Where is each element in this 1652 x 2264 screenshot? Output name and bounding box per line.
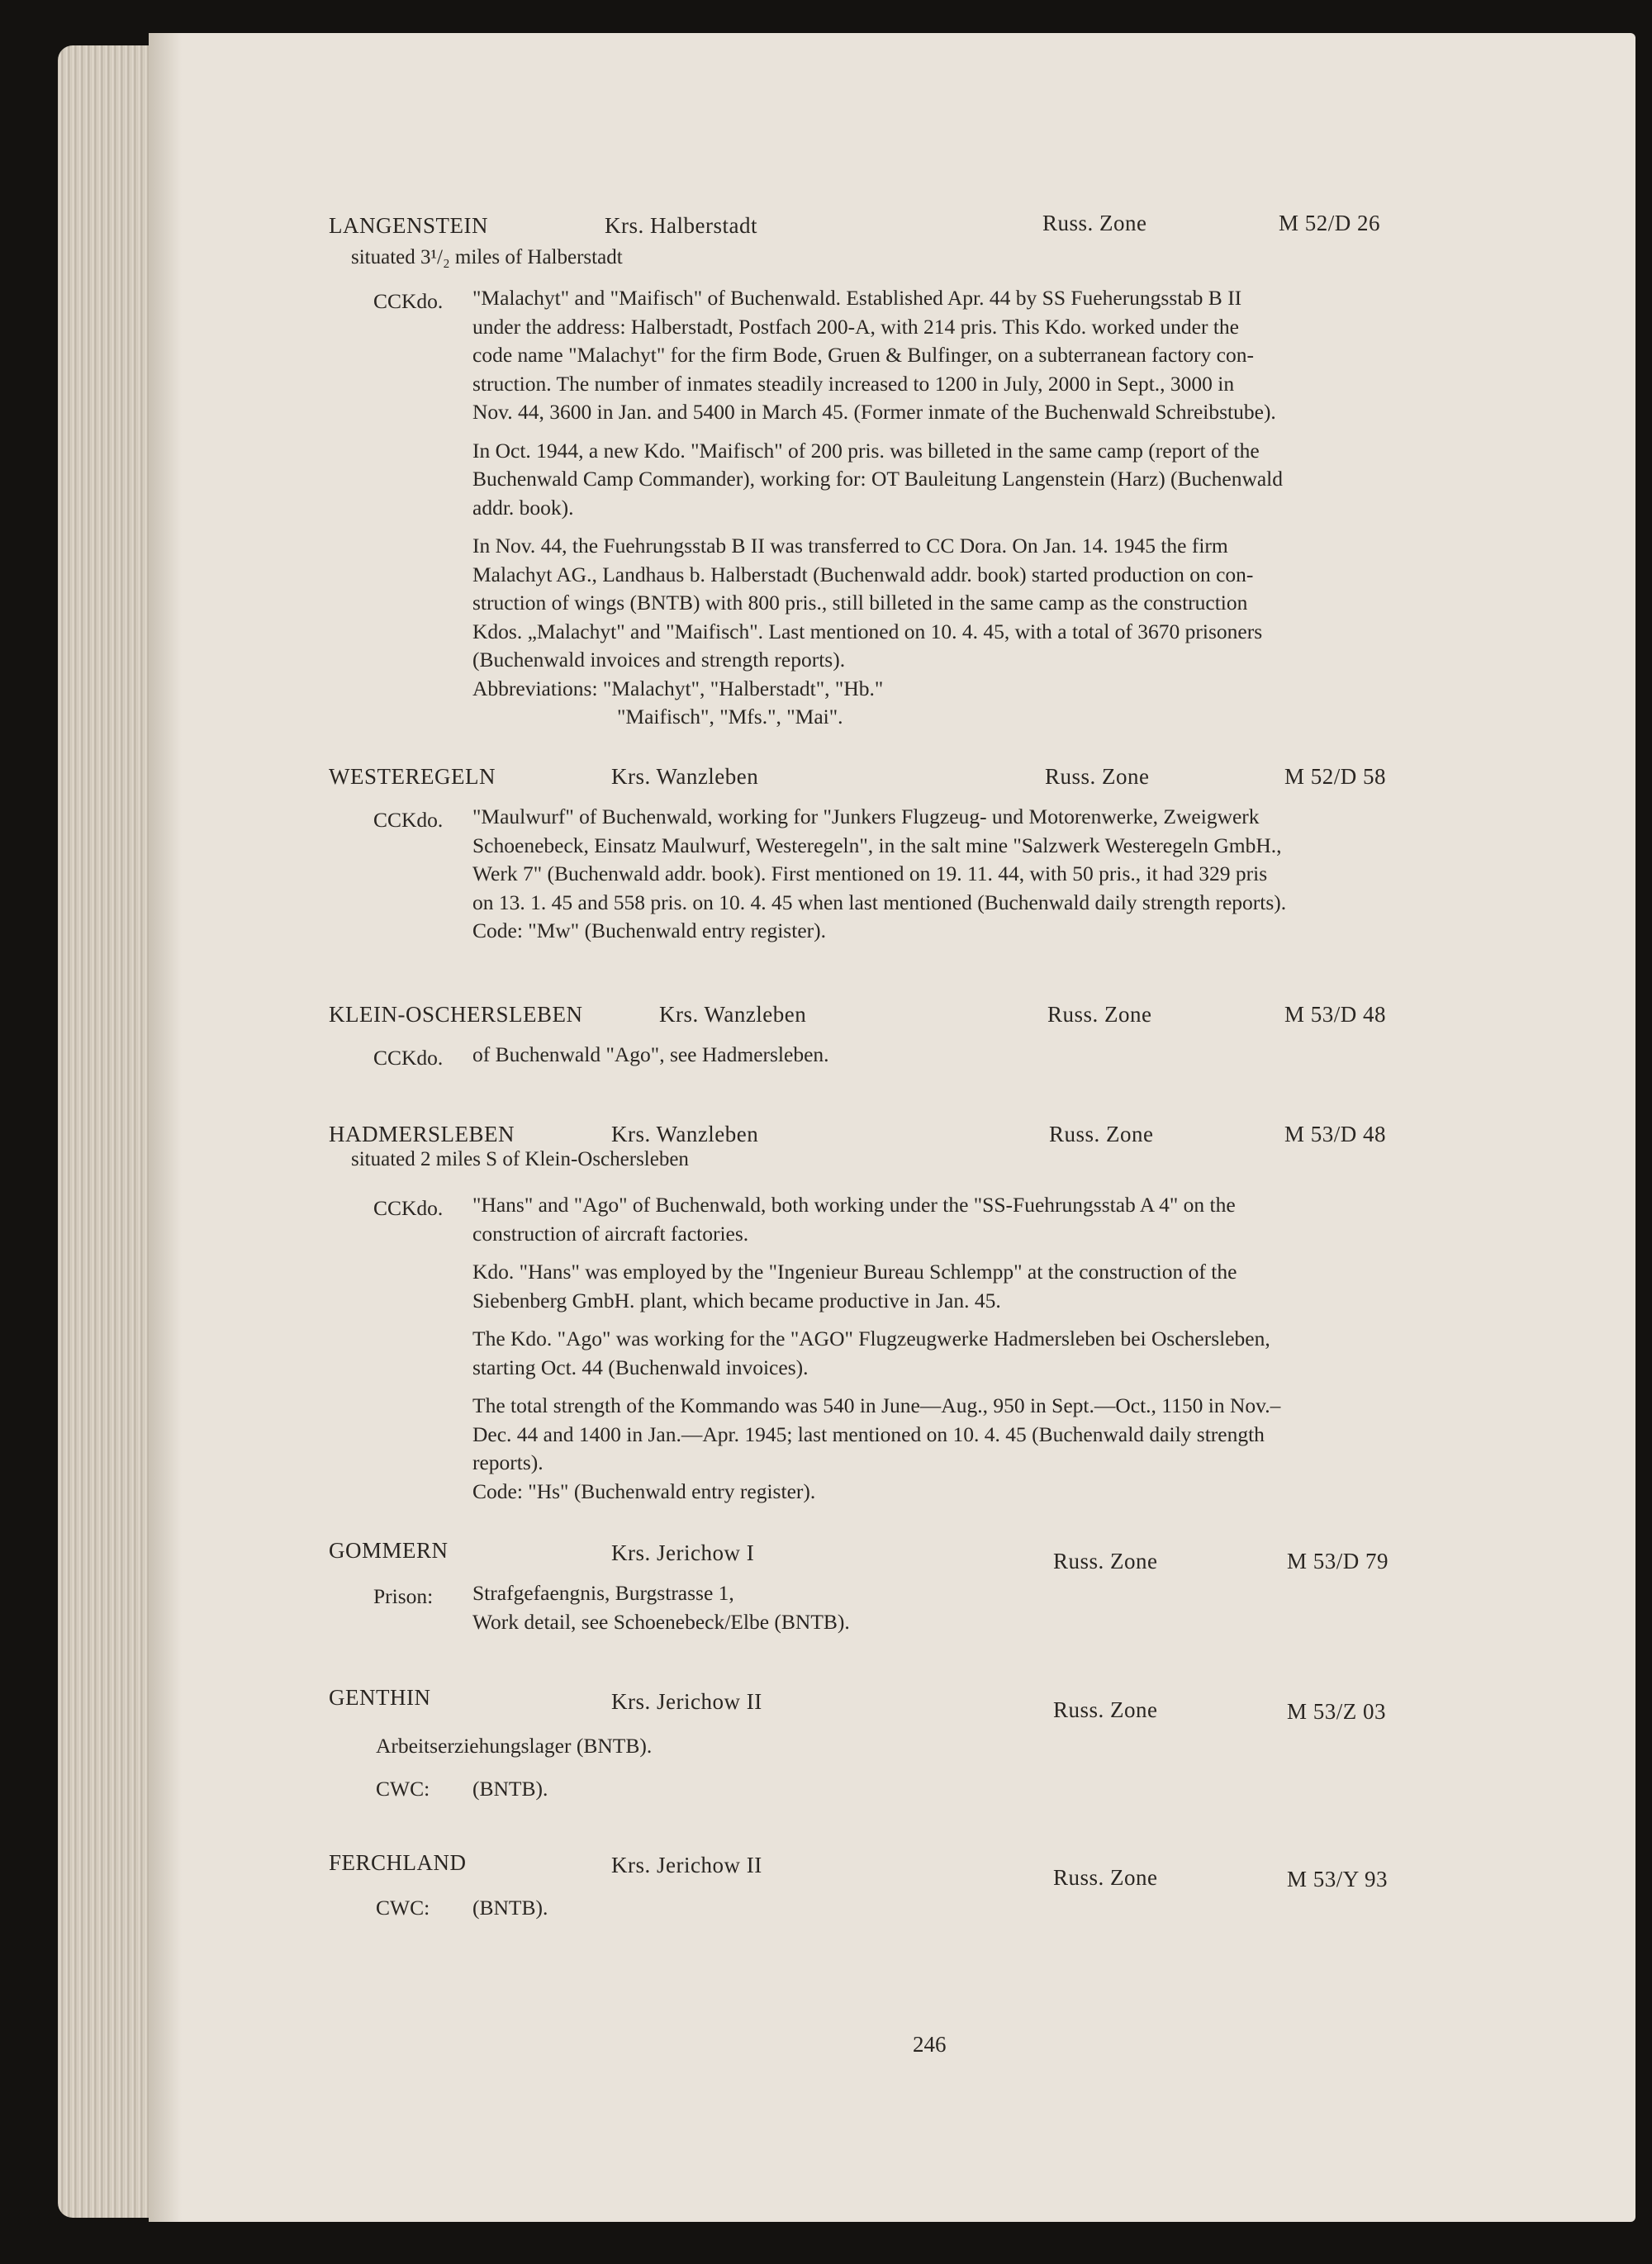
entry-name: WESTEREGELN (329, 764, 496, 789)
page-number: 246 (913, 2032, 947, 2057)
entry-label: CWC: (376, 1896, 430, 1920)
text-line: of Buchenwald "Ago", see Hadmersleben. (472, 1042, 829, 1066)
text-line: "Maifisch", "Mfs.", "Mai". (617, 705, 843, 729)
entry-zone: Russ. Zone (1053, 1549, 1158, 1573)
text-line: addr. book). (472, 495, 574, 520)
text-line: Work detail, see Schoenebeck/Elbe (BNTB). (472, 1609, 850, 1634)
text-line: Nov. 44, 3600 in Jan. and 5400 in March 45. (Former inmate of the Buchenwald Schreibstube). (472, 400, 1276, 424)
entry-map-ref: M 52/D 26 (1279, 211, 1381, 235)
entry-name: HADMERSLEBEN (329, 1122, 515, 1146)
entry-district: Krs. Jerichow I (611, 1540, 755, 1565)
text-line: (Buchenwald invoices and strength reports). (472, 648, 846, 672)
entry-map-ref: M 52/D 58 (1284, 764, 1387, 789)
entry-body: Arbeitserziehungslager (BNTB). (376, 1734, 653, 1758)
entry-district: Krs. Wanzleben (611, 1122, 759, 1146)
text-line: under the address: Halberstadt, Postfach 200-A, with 214 pris. This Kdo. worked under the (472, 314, 1239, 339)
entry-name: GOMMERN (329, 1538, 449, 1563)
text-line: Code: "Mw" (Buchenwald entry register). (472, 918, 826, 942)
entry-body: (BNTB). (472, 1896, 548, 1920)
text-line: In Nov. 44, the Fuehrungsstab B II was transferred to CC Dora. On Jan. 14. 1945 the firm (472, 534, 1228, 558)
entry-zone: Russ. Zone (1042, 211, 1147, 235)
text-line: Schoenebeck, Einsatz Maulwurf, Westeregeln", in the salt mine "Salzwerk Westeregeln GmbH., (472, 833, 1282, 857)
entry-name: FERCHLAND (329, 1850, 467, 1875)
entry-zone: Russ. Zone (1053, 1697, 1158, 1722)
entry-name: GENTHIN (329, 1685, 431, 1710)
text-line: The Kdo. "Ago" was working for the "AGO" Flugzeugwerke Hadmersleben bei Oschersleben, (472, 1327, 1270, 1350)
text-line: Abbreviations: "Malachyt", "Halberstadt", "Hb." (472, 676, 884, 700)
entry-label: CCKdo. (373, 1196, 444, 1220)
entry-label: CCKdo. (373, 808, 444, 832)
text-line: construction of aircraft factories. (472, 1221, 749, 1246)
text-line: "Maulwurf" of Buchenwald, working for "Junkers Flugzeug- und Motorenwerke, Zweigwerk (472, 805, 1260, 828)
text-line: Malachyt AG., Landhaus b. Halberstadt (Buchenwald addr. book) started production on con- (472, 562, 1254, 586)
entry-district: Krs. Wanzleben (611, 764, 759, 789)
entry-map-ref: M 53/Y 93 (1287, 1867, 1389, 1891)
text-line: reports). (472, 1450, 544, 1474)
entry-map-ref: M 53/D 48 (1284, 1002, 1387, 1027)
entry-district: Krs. Jerichow II (611, 1689, 762, 1714)
text-line: struction of wings (BNTB) with 800 pris., still billeted in the same camp as the construction (472, 591, 1248, 615)
text-line: Kdos. „Malachyt" and "Maifisch". Last mentioned on 10. 4. 45, with a total of 3670 prisoners (472, 619, 1263, 643)
entry-zone: Russ. Zone (1053, 1865, 1158, 1890)
entry-body (472, 1041, 829, 1070)
text-line: Buchenwald Camp Commander), working for: OT Bauleitung Langenstein (Harz) (Buchenwald (472, 467, 1284, 491)
entry-situated: situated 3¹/₂ miles of Halberstadt (351, 246, 623, 268)
entry-body: (BNTB). (472, 1777, 548, 1801)
text-line: Werk 7" (Buchenwald addr. book). First mentioned on 19. 11. 44, with 50 pris., it had 329 pris (472, 861, 1268, 885)
entry-body (472, 1579, 850, 1636)
entry-name: KLEIN-OSCHERSLEBEN (329, 1002, 583, 1027)
text-line: code name "Malachyt" for the firm Bode, Gruen & Bulfinger, on a subterranean factory con- (472, 343, 1254, 367)
entry-map-ref: M 53/Z 03 (1287, 1699, 1387, 1724)
text-line: Code: "Hs" (Buchenwald entry register). (472, 1478, 816, 1503)
entry-label: Prison: (373, 1584, 434, 1608)
text-line: starting Oct. 44 (Buchenwald invoices). (472, 1355, 809, 1379)
text-line: In Oct. 1944, a new Kdo. "Maifisch" of 200 pris. was billeted in the same camp (report of the (472, 438, 1260, 463)
entry-district: Krs. Halberstadt (605, 213, 757, 238)
text-line: "Hans" and "Ago" of Buchenwald, both working under the "SS-Fuehrungsstab A 4" on the (472, 1193, 1236, 1217)
text-line: on 13. 1. 45 and 558 pris. on 10. 4. 45 when last mentioned (Buchenwald daily strength reports). (472, 890, 1287, 914)
text-line: "Malachyt" and "Maifisch" of Buchenwald. Established Apr. 44 by SS Fueherungsstab B II (472, 286, 1242, 310)
text-line: The total strength of the Kommando was 540 in June—Aug., 950 in Sept.—Oct., 1150 in Nov.– (472, 1393, 1281, 1417)
entry-label: CCKdo. (373, 289, 444, 313)
entry-zone: Russ. Zone (1045, 764, 1150, 789)
entry-body (472, 284, 1283, 732)
text-line: Strafgefaengnis, Burgstrasse 1, (472, 1581, 734, 1605)
entry-district: Krs. Jerichow II (611, 1853, 762, 1877)
entry-body (472, 803, 1286, 946)
entry-situated: situated 2 miles S of Klein-Oschersleben (351, 1148, 689, 1170)
entry-name: LANGENSTEIN (329, 213, 488, 238)
text-line: Dec. 44 and 1400 in Jan.—Apr. 1945; last mentioned on 10. 4. 45 (Buchenwald daily strength (472, 1422, 1265, 1446)
entry-body (472, 1191, 1280, 1506)
entry-district: Krs. Wanzleben (659, 1002, 807, 1027)
entry-zone: Russ. Zone (1047, 1002, 1152, 1027)
entry-zone: Russ. Zone (1049, 1122, 1154, 1146)
text-line: struction. The number of inmates steadily increased to 1200 in July, 2000 in Sept., 3000 in (472, 371, 1235, 396)
entry-map-ref: M 53/D 48 (1284, 1122, 1387, 1146)
entry-label: CCKdo. (373, 1046, 444, 1070)
entry-map-ref: M 53/D 79 (1287, 1549, 1389, 1573)
text-line: Siebenberg GmbH. plant, which became productive in Jan. 45. (472, 1288, 1001, 1312)
entry-label: CWC: (376, 1777, 430, 1801)
text-line: Kdo. "Hans" was employed by the "Ingenieur Bureau Schlempp" at the construction of the (472, 1260, 1237, 1284)
